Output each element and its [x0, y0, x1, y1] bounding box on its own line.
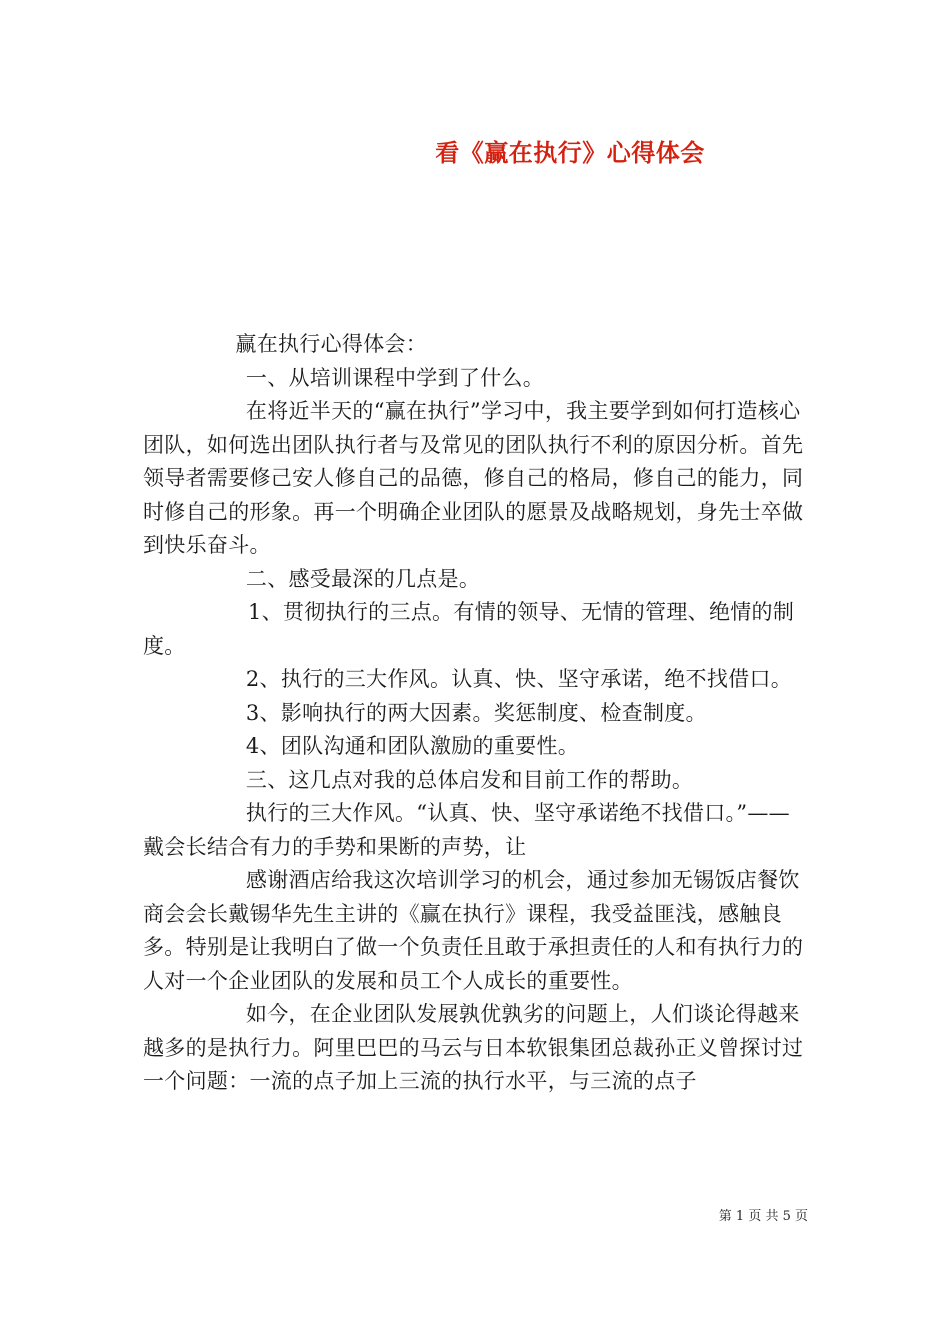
list-item-3: 3、影响执行的两大因素。奖惩制度、检查制度。	[245, 700, 707, 725]
list-item-1: 1、贯彻执行的三点。有情的领导、无情的管理、绝情的制度。	[143, 600, 795, 658]
paragraph-1: 在将近半天的“赢在执行”学习中，我主要学到如何打造核心团队，如何选出团队执行者与及常见的团队执行不利的原因分析。首先领导者需要修己安人修自己的品德，修自己的格局，修自己的能力，同时修自己的形象。再一个明确企业团队的愿景及战略规划，身先士卒做到快乐奋斗。	[143, 399, 804, 557]
document-body	[143, 328, 811, 1099]
document-title: 看《赢在执行》心得体会	[435, 138, 705, 167]
section-heading-1: 一、从培训课程中学到了什么。	[245, 365, 545, 390]
list-item-4: 4、团队沟通和团队激励的重要性。	[245, 734, 580, 758]
paragraph-4: 如今，在企业团队发展孰优孰劣的问题上，人们谈论得越来越多的是执行力。阿里巴巴的马云与日本软银集团总裁孙正义曾探讨过一个问题：一流的点子加上三流的执行水平，与三流的点子	[143, 1002, 804, 1093]
section-heading-2: 二、感受最深的几点是。	[245, 566, 481, 591]
section-heading-3: 三、这几点对我的总体启发和目前工作的帮助。	[245, 767, 694, 792]
list-item-2: 2、执行的三大作风。认真、快、坚守承诺，绝不找借口。	[245, 667, 793, 691]
intro-line: 赢在执行心得体会：	[235, 332, 428, 356]
paragraph-2: 执行的三大作风。“认真、快、坚守承诺绝不找借口。”——戴会长结合有力的手势和果断的声势，让	[143, 801, 790, 859]
paragraph-3: 感谢酒店给我这次培训学习的机会，通过参加无锡饭店餐饮商会会长戴锡华先生主讲的《赢在执行》课程，我受益匪浅，感触良多。特别是让我明白了做一个负责任且敢于承担责任的人和有执行力的人对一个企业团队的发展和员工个人成长的重要性。	[143, 868, 804, 993]
page-number: 第 1 页 共 5 页	[718, 1209, 808, 1224]
